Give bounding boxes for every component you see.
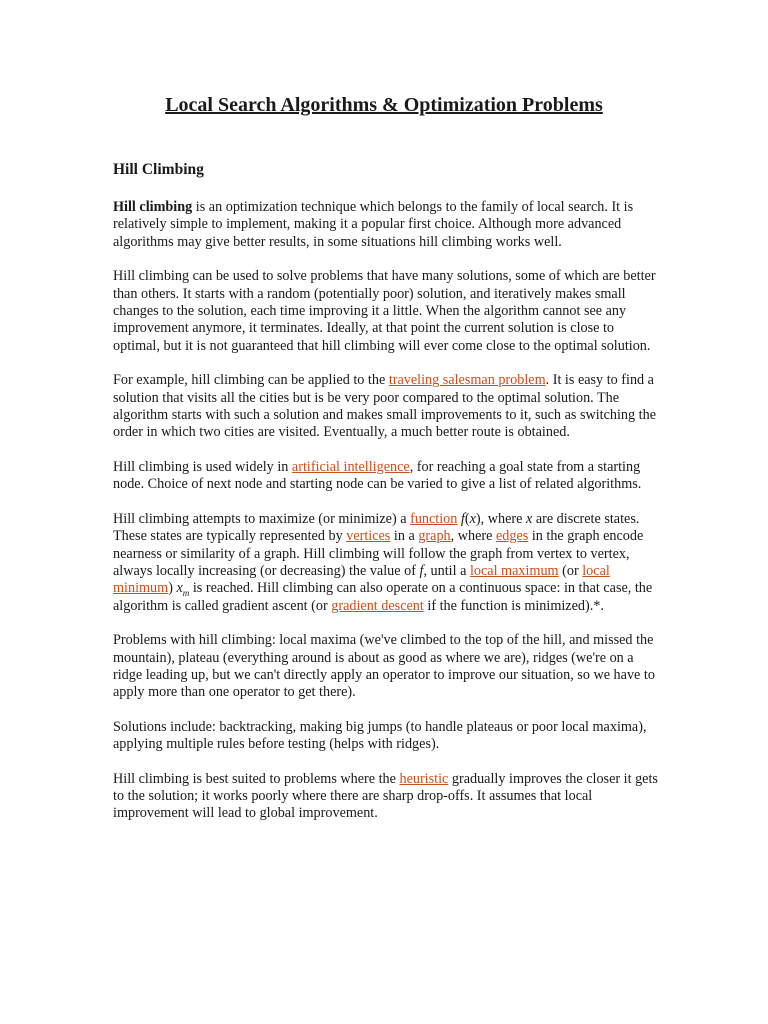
paragraph-intro-text: is an optimization technique which belongs to the family of local search. It is relatively simple to implement, making it a popular first choice. Although more advanced algorithms may give better results, in some situations hill climbing works well. — [113, 199, 634, 250]
document-body — [113, 160, 661, 840]
text-segment: in the graph encode nearness or similarity of a graph. Hill climbing will follow the graph from vertex to vertex, always locally increasing (or decreasing) the value of — [113, 528, 644, 579]
text-segment: gradually improves the closer it gets to the solution; it works poorly where there are sharp drop-offs. It assumes that local improvement will lead to global improvement. — [113, 770, 658, 822]
text-segment: ( — [464, 510, 470, 527]
link-local-minimum[interactable]: local minimum — [113, 562, 610, 597]
paragraph-maximize — [113, 511, 661, 615]
link-artificial-intelligence[interactable]: artificial intelligence — [291, 458, 410, 475]
math-f: f — [460, 510, 465, 527]
link-edges[interactable]: edges — [495, 528, 529, 545]
text-segment: Hill climbing is used widely in — [113, 458, 292, 475]
math-x: x — [469, 510, 476, 527]
text-segment: For example, hill climbing can be applied to the — [113, 372, 389, 389]
link-local-maximum[interactable]: local maximum — [469, 562, 559, 579]
paragraph-ai-usage — [113, 459, 661, 494]
text-segment: ), where — [475, 510, 526, 527]
text-segment: , for reaching a goal state from a starting node. Choice of next node and starting node can be varied to give a list of related algorithms. — [113, 458, 642, 493]
text-segment: if the function is minimized).*. — [423, 597, 604, 614]
text-segment: , until a — [423, 562, 470, 579]
math-x: x — [525, 510, 533, 527]
math-f: f — [419, 562, 424, 579]
math-x-m: x — [176, 580, 183, 597]
text-segment: , where — [450, 528, 496, 545]
document-title: Local Search Algorithms & Optimization Problems — [165, 94, 603, 116]
link-gradient-descent[interactable]: gradient descent — [331, 597, 424, 614]
paragraph-description: Hill climbing can be used to solve problems that have many solutions, some of which are better than others. It starts with a random (potentially poor) solution, and iteratively makes small changes to the solution, each time improving it a little. When the algorithm cannot see any improvement anymore, it terminates. Ideally, at that point the current solution is close to optimal, but it is not guaranteed that hill climbing will ever come close to the optimal solution. — [113, 268, 656, 354]
text-segment: are discrete states. These states are typically represented by — [113, 510, 640, 545]
link-function[interactable]: function — [410, 510, 458, 527]
math-subscript-m: m — [182, 588, 190, 599]
paragraph-solutions: Solutions include: backtracking, making big jumps (to handle plateaus or poor local maxima), applying multiple rules before testing (helps with ridges). — [113, 718, 647, 753]
term-hill-climbing: Hill climbing — [113, 199, 193, 215]
paragraph-intro — [113, 199, 661, 251]
text-segment: . It is easy to find a solution that visits all the cities but is be very poor compared to the optimal solution. The algorithm starts with such a solution and makes small improvements to it, such as switching the order in which two cities are visited. Eventually, a much better route is obtained. — [113, 372, 656, 441]
paragraph-heuristic — [113, 771, 661, 823]
text-segment: ) — [168, 580, 177, 597]
paragraph-problems: Problems with hill climbing: local maxima (we've climbed to the top of the hill, and missed the mountain), plateau (everything around is about as good as where we are), ridges (we're on a ridge leading up, but we can't directly apply an operator to improve our situation, so we have to apply more than one operator to get there). — [113, 632, 655, 701]
text-segment: Hill climbing is best suited to problems where the — [113, 770, 400, 787]
paragraph-example — [113, 372, 661, 442]
text-segment: Hill climbing attempts to maximize (or minimize) a — [113, 510, 411, 527]
link-graph[interactable]: graph — [418, 528, 451, 545]
link-heuristic[interactable]: heuristic — [399, 770, 449, 787]
section-heading: Hill Climbing — [113, 161, 204, 178]
text-segment: is reached. Hill climbing can also operate on a continuous space: in that case, the algorithm is called gradient ascent (or — [113, 580, 653, 614]
text-segment: in a — [390, 528, 419, 545]
link-traveling-salesman-problem[interactable]: traveling salesman problem — [388, 372, 546, 389]
link-vertices[interactable]: vertices — [346, 528, 391, 545]
text-segment: (or — [558, 562, 583, 579]
